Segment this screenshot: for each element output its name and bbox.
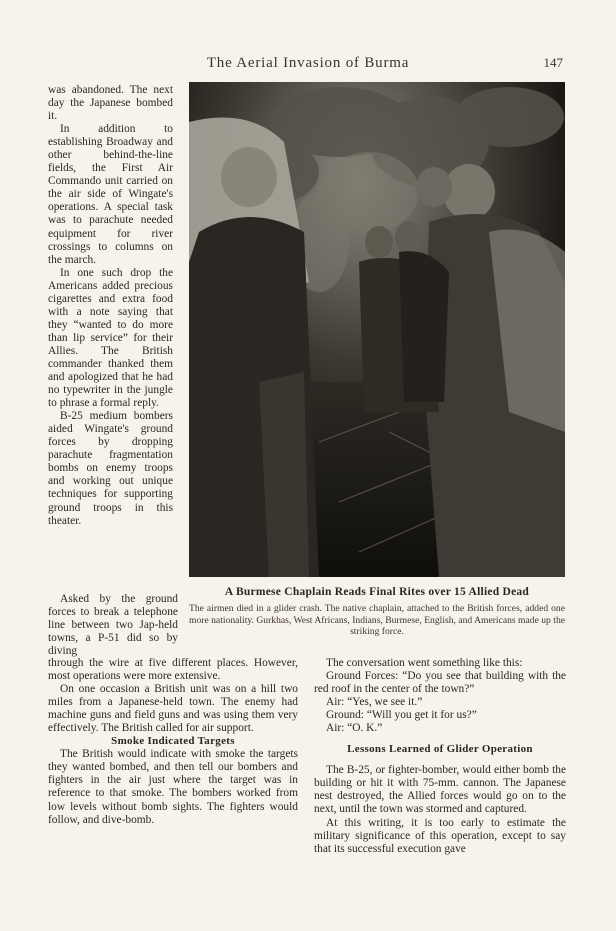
paragraph: The conversation went something like this: [326, 657, 523, 669]
left-column-text [48, 84, 173, 528]
paragraph: In addition to establishing Broadway and other behind-the-line fields, the First Air Commando unit carried on the air side of Wingate's operations. A special task was to parachute needed equipment for river crossings to columns on the march. [48, 123, 173, 266]
section-subheading: Smoke Indicated Targets [111, 735, 235, 748]
running-header-title: The Aerial Invasion of Burma [206, 55, 410, 71]
paragraph: through the wire at five different places. However, most operations were more extensive. [48, 657, 298, 683]
paragraph: was abandoned. The next day the Japanese bombed it. [48, 84, 173, 123]
left-column-tail-paragraph: Asked by the ground forces to break a telephone line between two Jap-held towns, a P-51 did so by diving [48, 593, 178, 658]
page-number: 147 [543, 55, 563, 70]
paragraph: The British would indicate with smoke the targets they wanted bombed, and then tell our bombers and fighters in the air just where the target was in reference to that smoke. The bombers worked from low levels without bomb sights. The fighters would follow, and dive-bomb. [48, 748, 298, 826]
section-subheading: Lessons Learned of Glider Operation [347, 743, 533, 756]
paragraph: B-25 medium bombers aided Wingate's ground forces by dropping parachute fragmentation bombs on enemy troops and working out unique techniques for supporting ground troops in this theater. [48, 410, 173, 527]
photograph-icon [189, 82, 565, 577]
paragraph: At this writing, it is too early to estimate the military significance of this operation, except to say that its successful execution gave [314, 816, 566, 855]
paragraph: The B-25, or fighter-bomber, would either bomb the building or hit it with 75-mm. cannon. The Japanese nest destroyed, the Allied forces would go on to the next, until the town was stormed and captured. [314, 764, 566, 816]
dialogue-line: Air: “O. K.” [326, 722, 383, 735]
photograph [189, 82, 565, 577]
dialogue-line: Ground: “Will you get it for us?” [326, 709, 477, 722]
bottom-left-column [48, 657, 298, 827]
photo-caption-body: The airmen died in a glider crash. The native chaplain, attached to the British forces, added one more nationality. Gurkhas, West Africans, Indians, Burmese, English, and Americans made up the striking force. [189, 603, 565, 637]
photo-caption-title: A Burmese Chaplain Reads Final Rites over 15 Allied Dead [224, 586, 530, 598]
paragraph: In one such drop the Americans added precious cigarettes and extra food with a note saying that they “wanted to do more than lip service” for their Allies. The British commander thanked them and apologized that he had no typewriter in the jungle to phrase a formal reply. [48, 266, 173, 410]
bottom-right-column [314, 657, 566, 856]
paragraph: On one occasion a British unit was on a hill two miles from a Japanese-held town. The enemy had machine guns and field guns and was using them very effectively. The British called for air support. [48, 683, 298, 735]
dialogue-line: Ground Forces: “Do you see that building with the red roof in the center of the town?” [314, 670, 566, 696]
dialogue-line: Air: “Yes, we see it.” [326, 696, 423, 709]
